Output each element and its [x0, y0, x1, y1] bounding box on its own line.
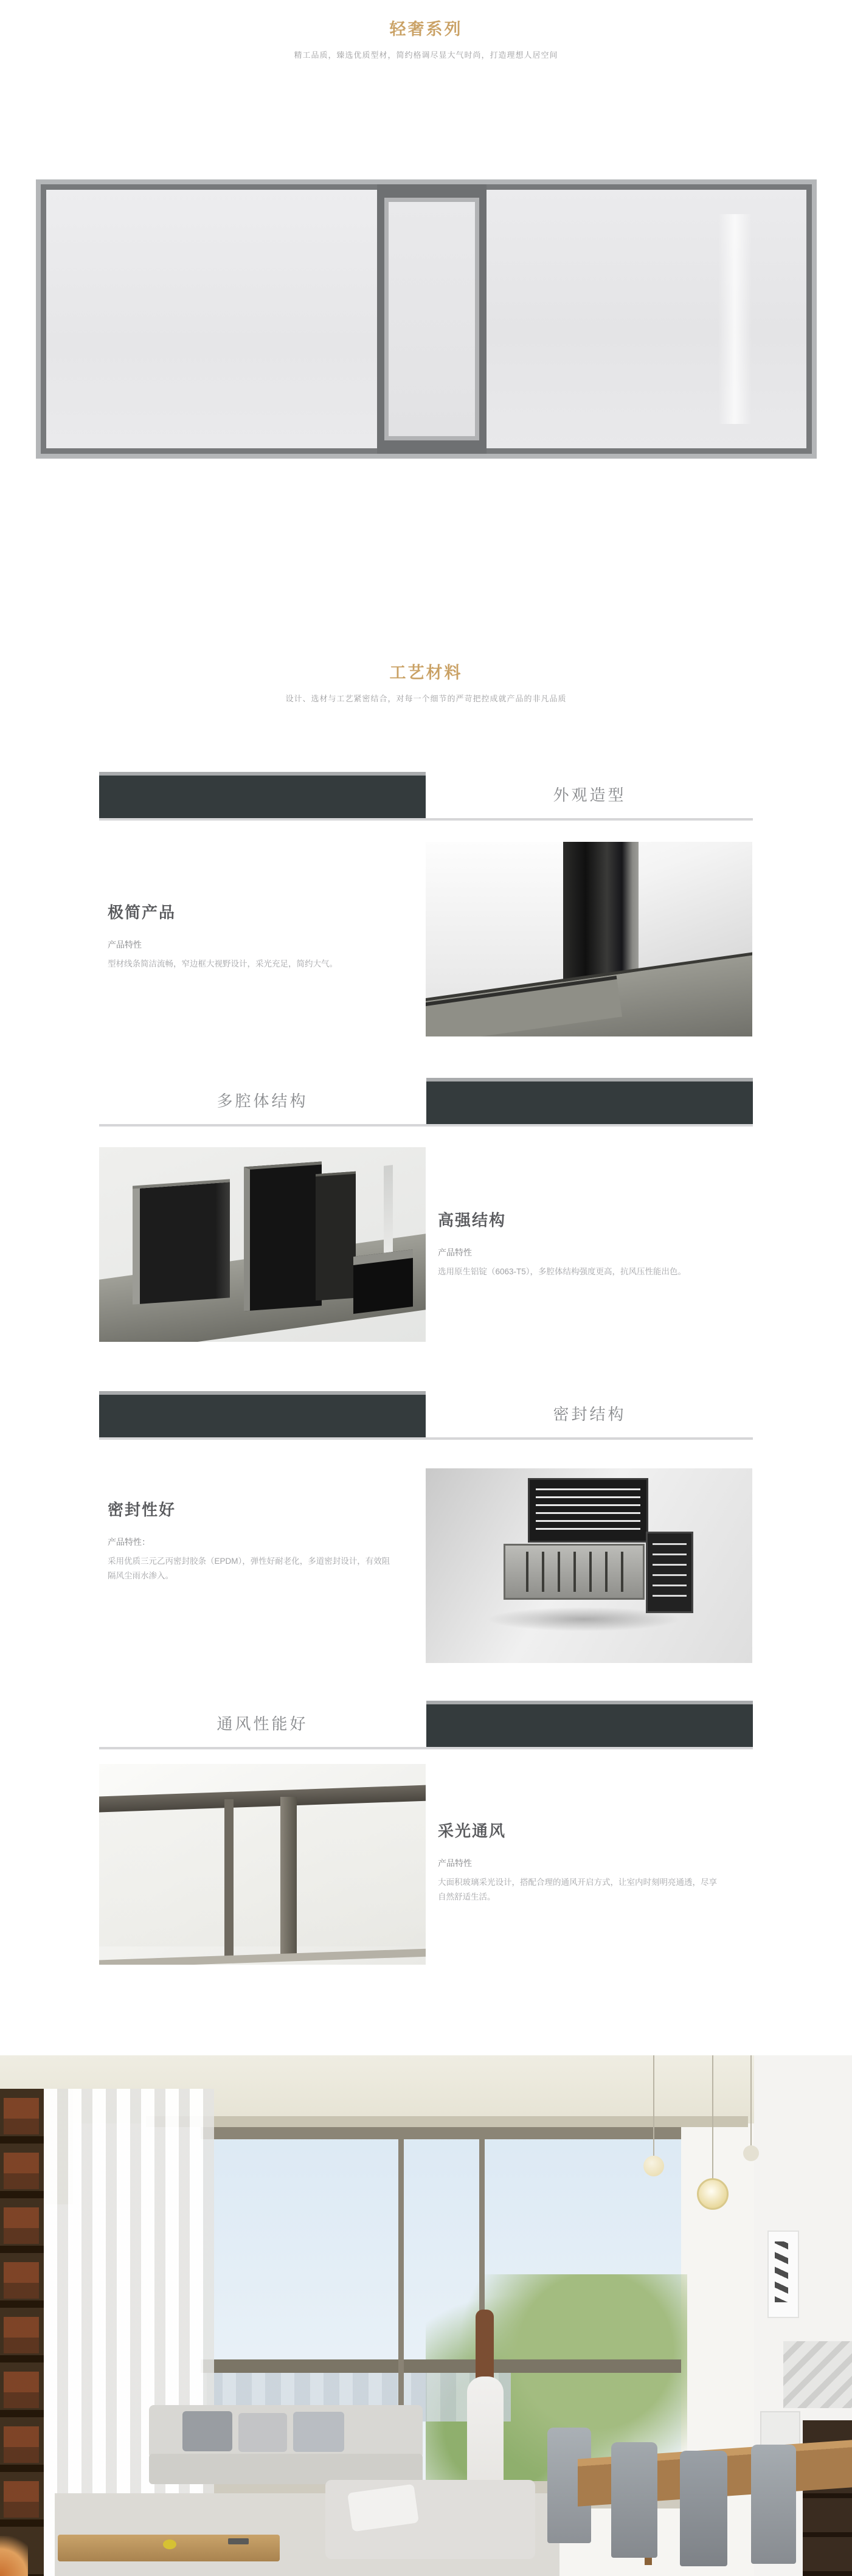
photo-window-head-frame [201, 2127, 681, 2139]
feature-1-underline [99, 818, 753, 821]
photo-window-rail [201, 2359, 681, 2373]
photo-wall-art-1 [767, 2231, 799, 2318]
photo-sofa-cushion-1 [182, 2411, 232, 2451]
craft-intro [0, 659, 852, 704]
series-subtitle: 精工品质，臻选优质型材，简约格调尽显大气时尚，打造理想人居空间 [294, 50, 558, 60]
feature-4-heading: 采光通风 [438, 1822, 507, 1840]
photo-dining-chair-3 [680, 2451, 727, 2566]
feature-sections [99, 772, 753, 1965]
feature-1-row [99, 842, 753, 1036]
photo-pendant-cord-3 [750, 2055, 752, 2147]
photo-sofa-cushion-3 [293, 2412, 344, 2452]
photo-fireplace-glow [0, 2536, 28, 2576]
feature-2-image [99, 1147, 426, 1342]
feature-1-header [99, 772, 753, 822]
feature-1-heading: 极简产品 [108, 903, 176, 922]
feature-2-header [99, 1078, 753, 1128]
photo-woman-hair [476, 2310, 494, 2384]
photo-pendant-light-1 [643, 2156, 664, 2176]
photo-pendant-cord-1 [653, 2055, 654, 2158]
window-corner-glass [99, 1807, 426, 1946]
feature-1-desc: 型材线条简洁流畅，窄边框大视野设计，采光充足，简约大气。 [108, 959, 338, 968]
seal-section-shadow [487, 1607, 681, 1631]
photo-pendant-cord-2 [712, 2055, 713, 2180]
feature-4-label: 产品特性 [438, 1858, 472, 1868]
feature-3-underline [99, 1437, 753, 1440]
feature-4-desc: 大面积玻璃采光设计，搭配合理的通风开启方式，让室内时刻明亮通透，尽享自然舒适生活。 [438, 1878, 717, 1901]
photo-pendant-light-3 [743, 2145, 759, 2161]
lifestyle-interior-photo [0, 2055, 852, 2576]
craft-title: 工艺材料 [389, 664, 463, 682]
craft-subtitle: 设计、选材与工艺紧密结合，对每一个细节的严苛把控成就产品的非凡品质 [285, 694, 567, 703]
seal-section-side-cavities [653, 1540, 687, 1605]
feature-4-title: 通风性能好 [216, 1715, 308, 1733]
profile-box-section [353, 1249, 413, 1314]
feature-3-title: 密封结构 [553, 1405, 626, 1423]
photo-dining-chair-2 [611, 2442, 657, 2558]
photo-wall-art-1-sketch [775, 2241, 788, 2302]
feature-3-text [99, 1468, 426, 1663]
seal-section-top-cavities [536, 1485, 640, 1536]
feature-2-label: 产品特性 [438, 1248, 472, 1257]
hero-glass-right [485, 190, 806, 448]
feature-3-desc: 采用优质三元乙丙密封胶条（EPDM），弹性好耐老化，多道密封设计，有效阻隔风尘雨水渗入。 [108, 1557, 390, 1580]
feature-2-dark-bar [426, 1078, 753, 1124]
seal-section-middle-cavities [513, 1552, 636, 1592]
hero-center-sash [377, 184, 487, 454]
hero-glass-reflection [718, 214, 752, 424]
seal-section-top [528, 1478, 648, 1543]
photo-books [4, 2098, 39, 2536]
feature-3-dark-bar [99, 1391, 426, 1437]
window-corner-mullion-right [280, 1797, 297, 1959]
hero-glass-left [46, 190, 377, 448]
hero-center-sash-glass [384, 198, 479, 440]
photo-pendant-light-2 [697, 2178, 729, 2210]
photo-fruit-bowl [163, 2540, 176, 2549]
feature-4-text [426, 1764, 752, 1965]
feature-3-header [99, 1391, 753, 1441]
feature-1-image [426, 842, 752, 1036]
photo-sofa-cushion-2 [238, 2413, 287, 2452]
feature-2-row [99, 1147, 753, 1342]
photo-dining-chair-4 [751, 2445, 796, 2564]
photo-window-beam [146, 2116, 748, 2127]
feature-1-text [99, 842, 426, 1036]
feature-3-image [426, 1468, 752, 1663]
window-corner-sill [99, 1948, 426, 1965]
page-header [0, 0, 852, 60]
feature-4-row [99, 1764, 753, 1965]
feature-4-dark-bar [426, 1701, 753, 1747]
profile-panel-1 [133, 1179, 230, 1304]
feature-2-heading: 高强结构 [438, 1211, 507, 1229]
seal-section-middle [504, 1544, 645, 1600]
series-title: 轻奢系列 [389, 20, 463, 38]
feature-4-underline [99, 1747, 753, 1749]
feature-1-label: 产品特性 [108, 940, 142, 950]
window-corner-mullion-left [224, 1799, 234, 1959]
feature-2-underline [99, 1124, 753, 1127]
feature-3-label: 产品特性： [108, 1537, 150, 1547]
profile-panel-2 [244, 1162, 322, 1311]
photo-remote [228, 2538, 249, 2544]
feature-3-row [99, 1468, 753, 1663]
feature-1-title: 外观造型 [553, 786, 626, 804]
feature-4-header [99, 1701, 753, 1751]
feature-2-title: 多腔体结构 [216, 1092, 308, 1110]
feature-2-text [426, 1147, 752, 1342]
feature-2-desc: 选用原生铝锭（6063-T5），多腔体结构强度更高，抗风压性能出色。 [438, 1267, 687, 1276]
feature-4-image [99, 1764, 426, 1965]
feature-3-heading: 密封性好 [108, 1501, 176, 1519]
profile-panel-3 [316, 1172, 356, 1301]
feature-1-dark-bar [99, 772, 426, 818]
photo-staircase [783, 2341, 852, 2408]
seal-section-side [646, 1532, 693, 1613]
hero-window-image [36, 179, 817, 459]
hero-window-frame [41, 184, 812, 454]
